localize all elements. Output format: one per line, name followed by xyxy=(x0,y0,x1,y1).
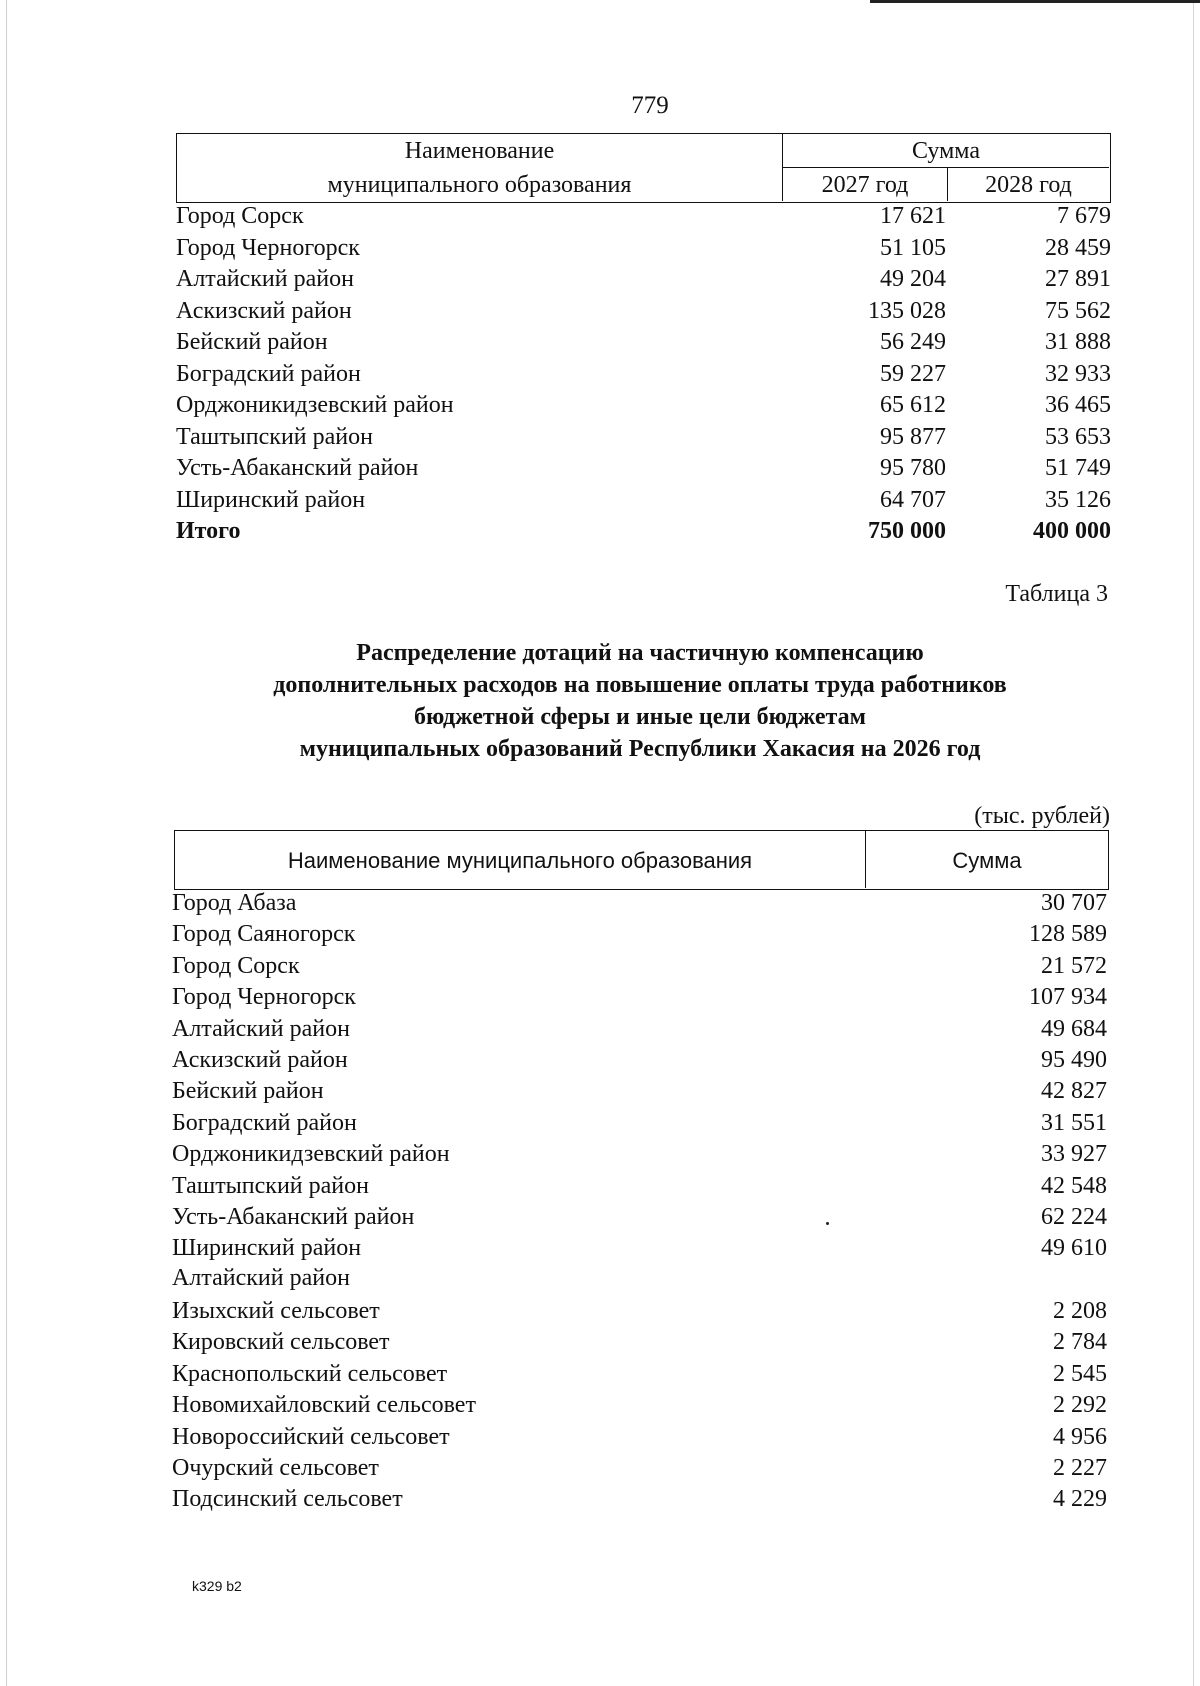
row-name: Город Черногорск xyxy=(176,234,360,261)
table2-row xyxy=(172,1045,1107,1076)
row-name: Краснопольский сельсовет xyxy=(172,1360,448,1387)
table2-group-heading xyxy=(172,1265,1107,1296)
row-name: Город Черногорск xyxy=(172,984,356,1011)
table1-row xyxy=(176,264,1111,296)
title-line: дополнительных расходов на повышение оплаты труда работников xyxy=(273,672,1007,698)
row-value: 2 227 xyxy=(1053,1455,1107,1482)
units-note: (тыс. рублей) xyxy=(974,803,1110,829)
table1-row xyxy=(176,485,1111,517)
row-name: Новороссийский сельсовет xyxy=(172,1423,450,1450)
row-name: Кировский сельсовет xyxy=(172,1329,390,1356)
table1-row xyxy=(176,201,1111,233)
row-value-2027: 56 249 xyxy=(880,329,946,355)
row-value-2028: 7 679 xyxy=(1057,203,1111,229)
row-name: Новомихайловский сельсовет xyxy=(172,1392,476,1419)
row-name: Ширинский район xyxy=(172,1235,362,1262)
footer-code: k329 b2 xyxy=(192,1578,242,1594)
row-value: 42 548 xyxy=(1041,1172,1107,1199)
row-value: 128 589 xyxy=(1029,921,1107,948)
row-name: Аскизский район xyxy=(176,297,352,324)
row-name: Алтайский район xyxy=(172,1015,350,1042)
row-name: Таштыпский район xyxy=(176,423,373,450)
row-value-2027: 49 204 xyxy=(880,266,946,292)
page-number: 779 xyxy=(631,92,669,119)
row-name: Таштыпский район xyxy=(172,1172,369,1199)
row-name: Изыхский сельсовет xyxy=(172,1298,380,1325)
total-value-2028: 400 000 xyxy=(1033,518,1111,544)
row-name: Усть-Абаканский район xyxy=(172,1203,415,1230)
row-value: 2 784 xyxy=(1053,1329,1107,1356)
scan-edge-right xyxy=(1193,0,1194,1686)
row-value: 62 224 xyxy=(1041,1203,1107,1230)
row-value-2028: 35 126 xyxy=(1045,486,1111,513)
row-value: 107 934 xyxy=(1029,984,1107,1011)
row-name: Ширинский район xyxy=(176,486,366,513)
table2-row xyxy=(172,982,1107,1013)
table2-header-name: Наименование муниципального образования xyxy=(175,831,866,888)
row-value: 4 229 xyxy=(1053,1486,1107,1513)
row-name: Город Абаза xyxy=(172,890,297,916)
row-name: Очурский сельсовет xyxy=(172,1455,379,1482)
row-value-2027: 65 612 xyxy=(880,392,946,418)
row-value-2028: 28 459 xyxy=(1045,234,1111,261)
row-name: Боградский район xyxy=(176,360,361,387)
row-value: 49 610 xyxy=(1041,1235,1107,1262)
table2-row xyxy=(172,1171,1107,1202)
table2-row xyxy=(172,1484,1107,1515)
table2-row xyxy=(172,919,1107,950)
table2-row xyxy=(172,1202,1107,1233)
table-label: Таблица 3 xyxy=(1005,581,1108,607)
scan-speck xyxy=(826,1222,829,1225)
table1-row xyxy=(176,453,1111,485)
table1-header-name xyxy=(177,134,783,201)
row-value-2028: 36 465 xyxy=(1045,392,1111,418)
row-value-2028: 53 653 xyxy=(1045,423,1111,450)
row-value: 95 490 xyxy=(1041,1046,1107,1073)
table1-body xyxy=(176,201,1111,548)
table2-row xyxy=(172,1233,1107,1264)
row-value: 2 545 xyxy=(1053,1360,1107,1387)
table2-row xyxy=(172,1014,1107,1045)
row-value: 2 292 xyxy=(1053,1392,1107,1419)
table2-row xyxy=(172,1422,1107,1453)
row-name: Подсинский сельсовет xyxy=(172,1486,403,1513)
table2-header xyxy=(174,830,1109,890)
table2-body xyxy=(172,888,1107,1516)
row-name: Город Сорск xyxy=(172,952,300,979)
row-name: Алтайский район xyxy=(176,266,354,292)
row-name: Аскизский район xyxy=(172,1046,348,1073)
table2-row xyxy=(172,1139,1107,1170)
table2-header-sum: Сумма xyxy=(952,848,1022,873)
table1-row xyxy=(176,422,1111,454)
table2-row xyxy=(172,1453,1107,1484)
table1-header-sum: Сумма xyxy=(783,134,1109,168)
row-name: Усть-Абаканский район xyxy=(176,455,419,481)
row-value-2027: 17 621 xyxy=(880,203,946,229)
row-value: 49 684 xyxy=(1041,1015,1107,1042)
table1-row xyxy=(176,233,1111,265)
title-line: Распределение дотаций на частичную компенсацию xyxy=(356,640,924,666)
row-name: Бейский район xyxy=(172,1078,324,1105)
table1-header-year-2028: 2028 год xyxy=(985,172,1072,198)
row-value: 33 927 xyxy=(1041,1141,1107,1168)
row-value-2027: 135 028 xyxy=(868,297,946,324)
table1-row xyxy=(176,359,1111,391)
table2-row xyxy=(172,1390,1107,1421)
row-value: 31 551 xyxy=(1041,1109,1107,1136)
row-name: Орджоникидзевский район xyxy=(172,1141,450,1168)
group-name: Алтайский район xyxy=(172,1264,350,1291)
row-value: 42 827 xyxy=(1041,1078,1107,1105)
table2-row xyxy=(172,1296,1107,1327)
table1-header-year-2027: 2027 год xyxy=(783,168,948,201)
row-value-2028: 32 933 xyxy=(1045,360,1111,387)
table1-total-row xyxy=(176,516,1111,548)
title-line: бюджетной сферы и иные цели бюджетам xyxy=(414,704,866,730)
table2-row xyxy=(172,1076,1107,1107)
table1-row xyxy=(176,327,1111,359)
row-value-2027: 95 877 xyxy=(880,423,946,450)
row-value-2028: 31 888 xyxy=(1045,329,1111,355)
table1-header-name-line1: Наименование xyxy=(404,138,555,164)
table3-title xyxy=(200,637,1080,765)
row-value-2028: 51 749 xyxy=(1045,455,1111,481)
row-value-2027: 51 105 xyxy=(880,234,946,261)
table1-row xyxy=(176,390,1111,422)
table2-row xyxy=(172,1327,1107,1358)
table2-row xyxy=(172,888,1107,919)
row-value-2027: 95 780 xyxy=(880,455,946,481)
title-line: муниципальных образований Республики Хакасия на 2026 год xyxy=(299,736,981,762)
table2-row xyxy=(172,1359,1107,1390)
row-name: Боградский район xyxy=(172,1109,357,1136)
row-value: 2 208 xyxy=(1053,1298,1107,1325)
scan-edge-left xyxy=(6,0,7,1686)
row-value: 21 572 xyxy=(1041,952,1107,979)
scan-edge-top xyxy=(870,0,1200,3)
row-value-2027: 59 227 xyxy=(880,360,946,387)
table1-row xyxy=(176,296,1111,328)
table1-header-name-line2: муниципального образования xyxy=(327,172,632,198)
row-value: 30 707 xyxy=(1041,890,1107,916)
total-value-2027: 750 000 xyxy=(868,518,946,544)
row-value: 4 956 xyxy=(1053,1423,1107,1450)
table2-row xyxy=(172,1108,1107,1139)
row-name: Город Саяногорск xyxy=(172,921,356,948)
row-value-2028: 75 562 xyxy=(1045,297,1111,324)
table1-header xyxy=(176,133,1111,203)
row-value-2028: 27 891 xyxy=(1045,266,1111,292)
row-name: Бейский район xyxy=(176,329,328,355)
table2-row xyxy=(172,951,1107,982)
row-value-2027: 64 707 xyxy=(880,486,946,513)
total-label: Итого xyxy=(176,518,241,544)
row-name: Город Сорск xyxy=(176,203,304,229)
row-name: Орджоникидзевский район xyxy=(176,392,454,418)
